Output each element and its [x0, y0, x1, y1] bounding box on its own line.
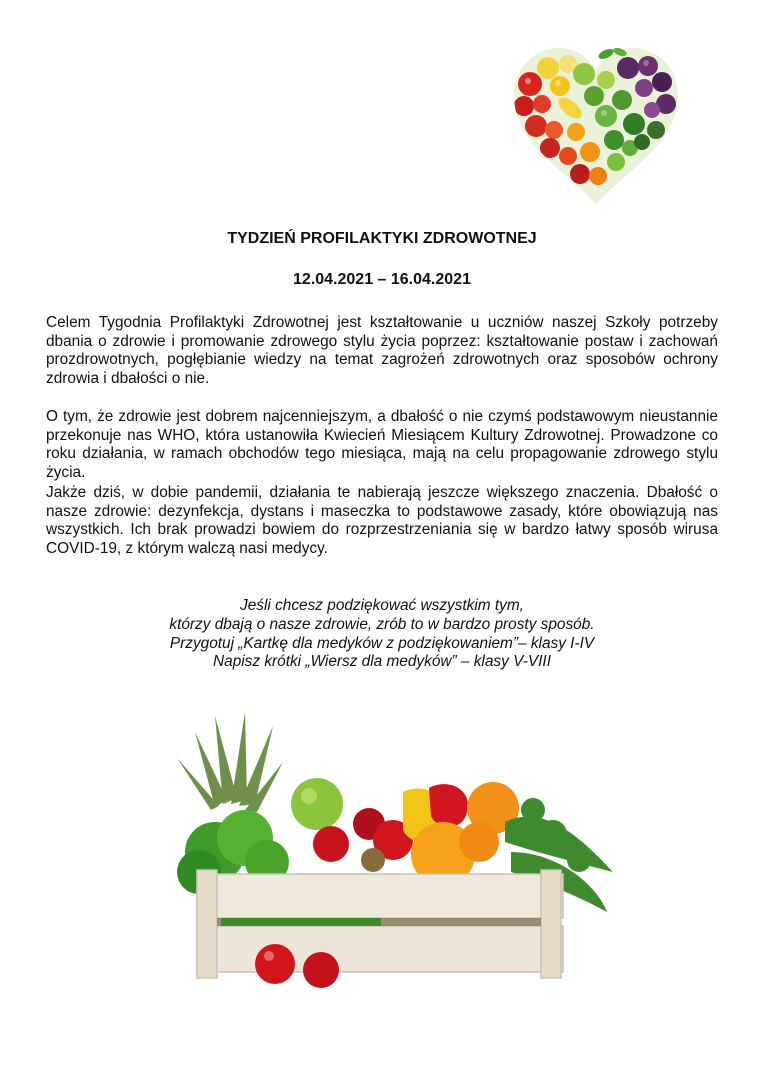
- crate-fruits-vegetables-image: [175, 712, 615, 988]
- paragraph-purpose: Celem Tygodnia Profilaktyki Zdrowotnej jest kształtowanie u uczniów naszej Szkoły potrzeby dbania o zdrowie i promowanie zdrowego stylu życia poprzez: kształtowanie postaw i zachowań prozdrowotnych, pogłębianie wiedzy na temat zagrożeń zdrowotnych oraz sposobów ochrony zdrowia i dbałości o nie.: [46, 314, 718, 387]
- paragraph-who: O tym, że zdrowie jest dobrem najcenniejszym, a dbałość o nie czymś podstawowym nieustannie przekonuje nas WHO, która ustanowiła Kwiecień Miesiącem Kultury Zdrowotnej. Prowadzone co roku działania, w ramach obchodów tego miesiąca, mają na celu propagowanie zdrowego stylu życia.: [46, 408, 718, 481]
- italic-line: którzy dbają o nasze zdrowie, zrób to w bardzo prosty sposób.: [169, 615, 595, 633]
- italic-line: Jeśli chcesz podziękować wszystkim tym,: [240, 597, 524, 614]
- italic-line: Napisz krótki „Wiersz dla medyków” – klasy V-VIII: [213, 653, 551, 671]
- heart-fruits-vegetables-image: [510, 44, 682, 208]
- thanks-call-to-action: [0, 597, 764, 672]
- document-title: TYDZIEŃ PROFILAKTYKI ZDROWOTNEJ: [227, 230, 537, 247]
- date-range: 12.04.2021 – 16.04.2021: [293, 271, 471, 288]
- paragraph-pandemic: Jakże dziś, w dobie pandemii, działania te nabierają jeszcze większego znaczenia. Dbałość o nasze zdrowie: dezynfekcja, dystans i maseczka to podstawowe zasady, które obowiązują nas wszystkich. Ich brak prowadzi bowiem do rozprzestrzeniania się w bardzo łatwy sposób wirusa COVID-19, z którym walczą nasi medycy.: [46, 484, 718, 557]
- italic-line: Przygotuj „Kartkę dla medyków z podziękowaniem”– klasy I-IV: [169, 634, 595, 652]
